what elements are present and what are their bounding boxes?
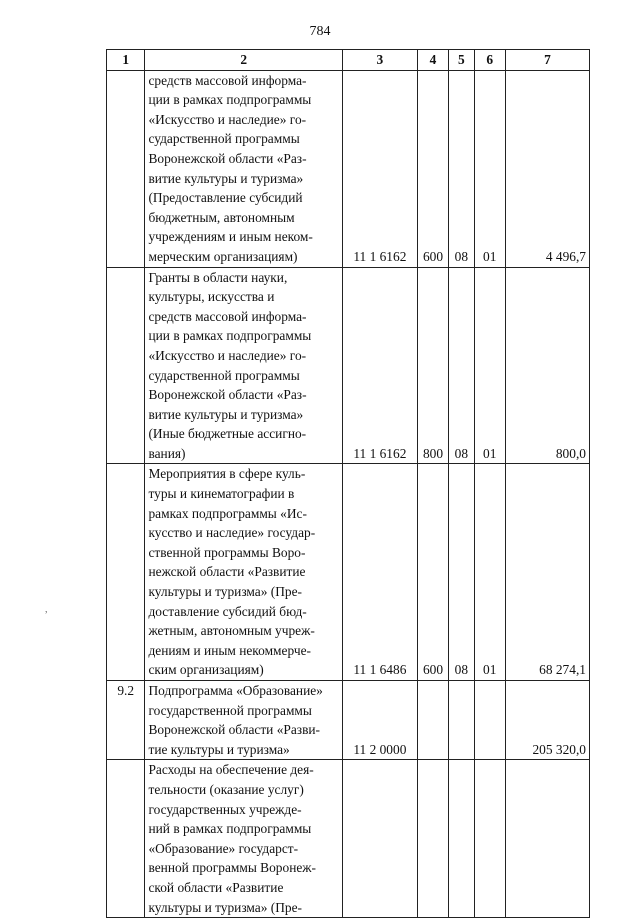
row-description: средств массовой информа- ции в рамках подпрограммы «Искусство и наследие» го- сударственной программы Воронежской области «Раз- витие культуры и туризма» (Предоставление субсидий бюджетным, автономным учреждениям и иным неком- мерческим организациям)	[145, 70, 342, 267]
row-amount: 4 496,7	[505, 70, 589, 267]
row-number	[107, 267, 145, 464]
row-csr-code: 11 2 0000	[342, 681, 417, 760]
row-amount: 800,0	[505, 267, 589, 464]
header-col-3: 3	[342, 50, 417, 71]
table-row	[107, 464, 590, 681]
row-description: Расходы на обеспечение дея- тельности (оказание услуг) государственных учрежде- ний в рамках подпрограммы «Образование» государст- венной программы Воронеж- ской области «Развитие культуры и туризма» (Пре-	[145, 760, 342, 918]
row-number: 9.2	[107, 681, 145, 760]
row-section	[449, 681, 474, 760]
table-row	[107, 760, 590, 918]
row-number	[107, 464, 145, 681]
row-number	[107, 760, 145, 918]
header-col-1: 1	[107, 50, 145, 71]
row-csr-code: 11 1 6486	[342, 464, 417, 681]
row-amount: 68 274,1	[505, 464, 589, 681]
row-description: Гранты в области науки, культуры, искусства и средств массовой информа- ции в рамках подпрограммы «Искусство и наследие» го- сударственной программы Воронежской области «Раз- витие культуры и туризма» (Иные бюджетные ассигно- вания)	[145, 267, 342, 464]
header-col-7: 7	[505, 50, 589, 71]
row-subsection: 01	[474, 464, 505, 681]
row-csr-code: 11 1 6162	[342, 267, 417, 464]
table-row	[107, 70, 590, 267]
row-subsection	[474, 760, 505, 918]
table-row	[107, 267, 590, 464]
header-col-4: 4	[417, 50, 448, 71]
row-vr-code	[417, 681, 448, 760]
row-section: 08	[449, 70, 474, 267]
margin-mark: ,	[45, 604, 48, 615]
row-amount	[505, 760, 589, 918]
row-section: 08	[449, 267, 474, 464]
table-row	[107, 681, 590, 760]
row-vr-code: 600	[417, 70, 448, 267]
row-vr-code: 600	[417, 464, 448, 681]
row-section	[449, 760, 474, 918]
row-subsection	[474, 681, 505, 760]
header-col-6: 6	[474, 50, 505, 71]
row-subsection: 01	[474, 267, 505, 464]
row-csr-code	[342, 760, 417, 918]
header-col-5: 5	[449, 50, 474, 71]
page-number: 784	[309, 24, 331, 39]
row-csr-code: 11 1 6162	[342, 70, 417, 267]
row-vr-code	[417, 760, 448, 918]
row-subsection: 01	[474, 70, 505, 267]
table-header-row	[107, 50, 590, 71]
row-description: Мероприятия в сфере куль- туры и кинематографии в рамках подпрограммы «Ис- кусство и наследие» государ- ственной программы Воро- нежской области «Развитие культуры и туризма» (Пре- доставление субсидий бюд- жетным, автономным учреж- дениям и иным некоммерче- ским организациям)	[145, 464, 342, 681]
row-amount: 205 320,0	[505, 681, 589, 760]
row-vr-code: 800	[417, 267, 448, 464]
row-description: Подпрограмма «Образование» государственной программы Воронежской области «Разви- тие культуры и туризма»	[145, 681, 342, 760]
row-section: 08	[449, 464, 474, 681]
budget-table	[106, 49, 590, 918]
header-col-2: 2	[145, 50, 342, 71]
row-number	[107, 70, 145, 267]
